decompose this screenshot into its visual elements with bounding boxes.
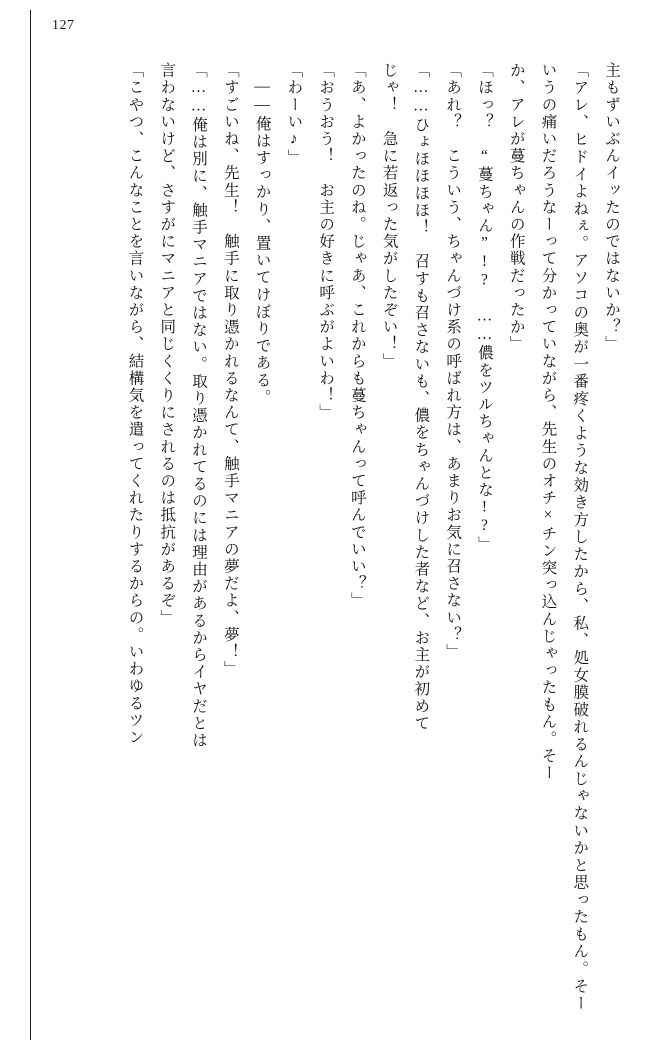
text-line: 「……ひょほほほほ！ 召すも召さないも、儂をちゃんづけした者など、お主が初めて (412, 62, 430, 732)
text-line: じゃ！ 急に若返った気がしたぞい！」 (380, 62, 398, 370)
text-line: 「ほっ？ “蔓ちゃん”!? ……儂をツルちゃんとな!?」 (475, 62, 493, 553)
text-line: 「あ、よかったのね。じゃあ、これからも蔓ちゃんって呼んでいい？」 (348, 62, 366, 610)
text-line: か、アレが蔓ちゃんの作戦だったか」 (507, 62, 525, 353)
text-line: 「わーい♪」 (285, 62, 303, 167)
text-line: 「あれ？ こういう、ちゃんづけ系の呼ばれ方は、あまりお気に召さない？」 (444, 62, 462, 661)
text-line: ――俺はすっかり、置いてけぼりである。 (253, 78, 271, 406)
text-line: 「すごいね、先生！ 触手に取り憑かれるなんて、触手マニアの夢だよ、夢！」 (221, 62, 239, 678)
text-line: 言わないけど、さすがにマニアと同じくくりにされるのは抵抗があるぞ」 (158, 62, 176, 627)
page-text-body (42, 62, 627, 1012)
page-border-line (30, 10, 31, 1040)
text-line: 主もずいぶんイッたのではないか？」 (603, 62, 620, 353)
text-line: 「こやつ、こんなことを言いながら、結構気を遣ってくれたりするからの。いわゆるツン (126, 62, 144, 746)
page-number: 127 (52, 18, 75, 33)
text-line: 「おうおう！ お主の好きに呼ぶがよいわ！」 (317, 62, 335, 422)
text-line: 「アレ、ヒドイよねぇ。アソコの奥が一番疼くような効き方したから、私、処女膜破れるんじゃないかと思ったもん。そーいうの痛いだろうなーって分かっていながら、先生のオチ×チン突っ込んじゃったもん。そー (539, 62, 589, 1012)
text-line: 「……俺は別に、触手マニアではない。取り憑かれてるのには理由があるからイヤだとは (190, 62, 208, 749)
